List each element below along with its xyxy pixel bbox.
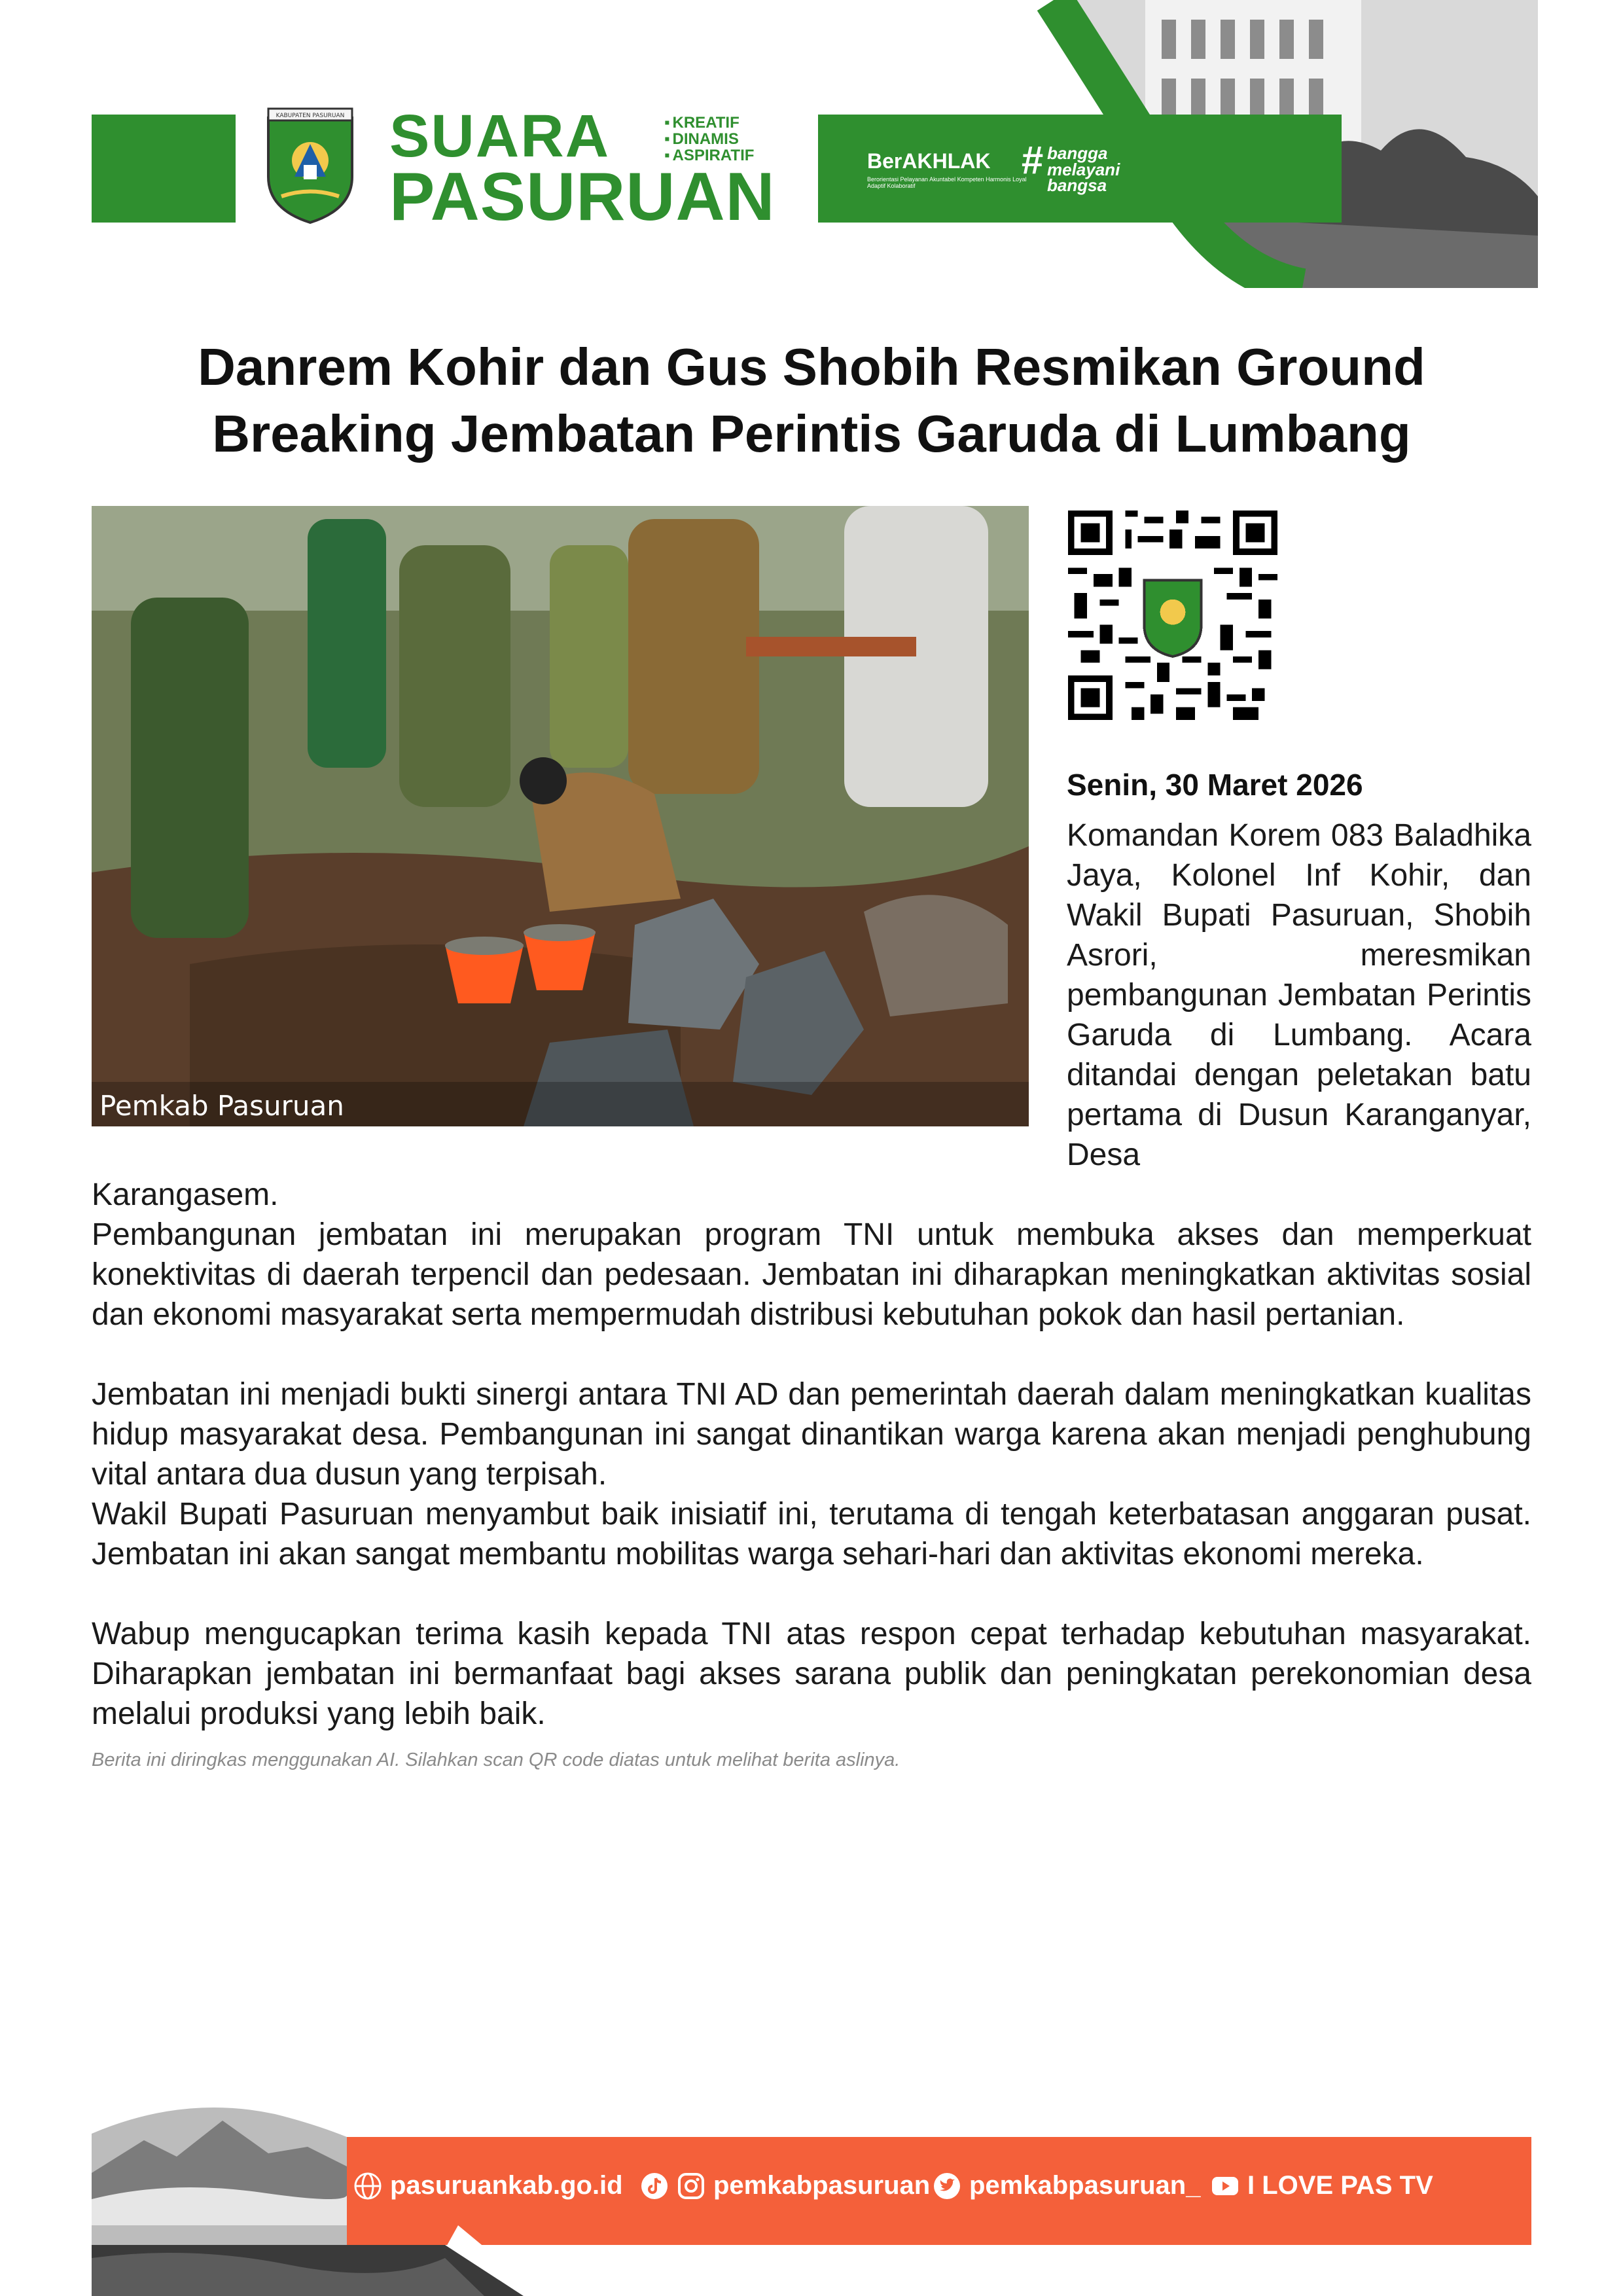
hashtag-icon: #: [1021, 138, 1043, 182]
article-date: Senin, 30 Maret 2026: [1067, 768, 1363, 802]
pasuruan-crest-logo: [262, 105, 359, 226]
brand-tagline: [664, 115, 754, 164]
tagline-item: ▪ KREATIF: [664, 115, 754, 131]
footer-website-link[interactable]: [353, 2171, 623, 2200]
youtube-icon: [1211, 2172, 1240, 2200]
brand-line-2: PASURUAN: [389, 159, 776, 236]
article-paragraph: Jembatan ini menjadi bukti sinergi antara TNI AD dan pemerintah daerah dalam meningkatkan kualitas hidup masyarakat desa. Pembangunan ini sangat dinantikan warga karena akan menjadi penghubung vital antara dua dusun yang terpisah.: [92, 1377, 1531, 1492]
berakhlak-subtitle: Berorientasi Pelayanan Akuntabel Kompeten Harmonis Loyal Adaptif Kolaboratif: [867, 176, 1027, 189]
footer-youtube-text: I LOVE PAS TV: [1247, 2171, 1433, 2200]
footer-website-text: pasuruankab.go.id: [390, 2171, 623, 2200]
article-title-line-1: Danrem Kohir dan Gus Shobih Resmikan Ground: [198, 338, 1425, 396]
footer-twitter-text: pemkabpasuruan_: [969, 2171, 1201, 2200]
crest-text: KABUPATEN PASURUAN: [276, 113, 345, 119]
footer-youtube-link[interactable]: [1211, 2171, 1433, 2200]
footer-twitter-link[interactable]: [933, 2171, 1200, 2200]
bangga-line: bangga: [1047, 143, 1108, 163]
bangga-line: bangsa: [1047, 175, 1107, 196]
tagline-item: ▪ ASPIRATIF: [664, 147, 754, 164]
article-title-line-2: Breaking Jembatan Perintis Garuda di Lumbang: [212, 404, 1411, 463]
header-green-bar-left: [92, 115, 236, 223]
article-paragraph: Wakil Bupati Pasuruan menyambut baik inisiatif ini, terutama di tengah keterbatasan anggaran pusat. Jembatan ini akan sangat membantu mobilitas warga sehari-hari dan aktivitas ekonomi mereka.: [92, 1497, 1531, 1571]
instagram-icon: [677, 2172, 705, 2200]
article-paragraph: Wabup mengucapkan terima kasih kepada TNI atas respon cepat terhadap kebutuhan masyarakat. Diharapkan jembatan ini bermanfaat bagi akses sarana publik dan peningkatan perekonomian desa melalui produksi yang lebih baik.: [92, 1617, 1531, 1731]
globe-icon: [353, 2172, 382, 2200]
footer-social-text: pemkabpasuruan: [713, 2171, 931, 2200]
brand-line-1: SUARA: [389, 103, 611, 170]
tagline-item: ▪ DINAMIS: [664, 131, 754, 147]
photo-credit: Pemkab Pasuruan: [99, 1090, 344, 1122]
qr-code-icon[interactable]: [1068, 511, 1277, 720]
article-paragraph: Pembangunan jembatan ini merupakan program TNI untuk membuka akses dan memperkuat konektivitas di daerah terpencil dan pedesaan. Jembatan ini diharapkan meningkatkan aktivitas sosial dan ekonomi masyarakat serta mempermudah distribusi kebutuhan pokok dan hasil pertanian.: [92, 1217, 1531, 1332]
berakhlak-logo: BerAKHLAK: [867, 149, 991, 173]
footer-mountain-lower: [92, 2245, 524, 2296]
ai-disclaimer: Berita ini diringkas menggunakan AI. Silahkan scan QR code diatas untuk melihat berita aslinya.: [92, 1749, 901, 1770]
bangga-melayani-bangsa: [1047, 145, 1120, 194]
twitter-icon: [933, 2172, 961, 2200]
article-title: [92, 334, 1531, 468]
article-photo: [92, 506, 1029, 1126]
footer-social-link[interactable]: [640, 2171, 930, 2200]
tiktok-icon: [640, 2172, 669, 2200]
article-lead-continued: Karangasem.: [92, 1177, 279, 1212]
article-lead: Komandan Korem 083 Baladhika Jaya, Kolonel Inf Kohir, dan Wakil Bupati Pasuruan, Shobih Asrori, meresmikan pembangunan Jembatan Perintis Garuda di Lumbang. Acara ditandai dengan peletakan batu pertama di Dusun Karanganyar, Desa: [1067, 818, 1531, 1172]
bangga-line: melayani: [1047, 159, 1120, 179]
